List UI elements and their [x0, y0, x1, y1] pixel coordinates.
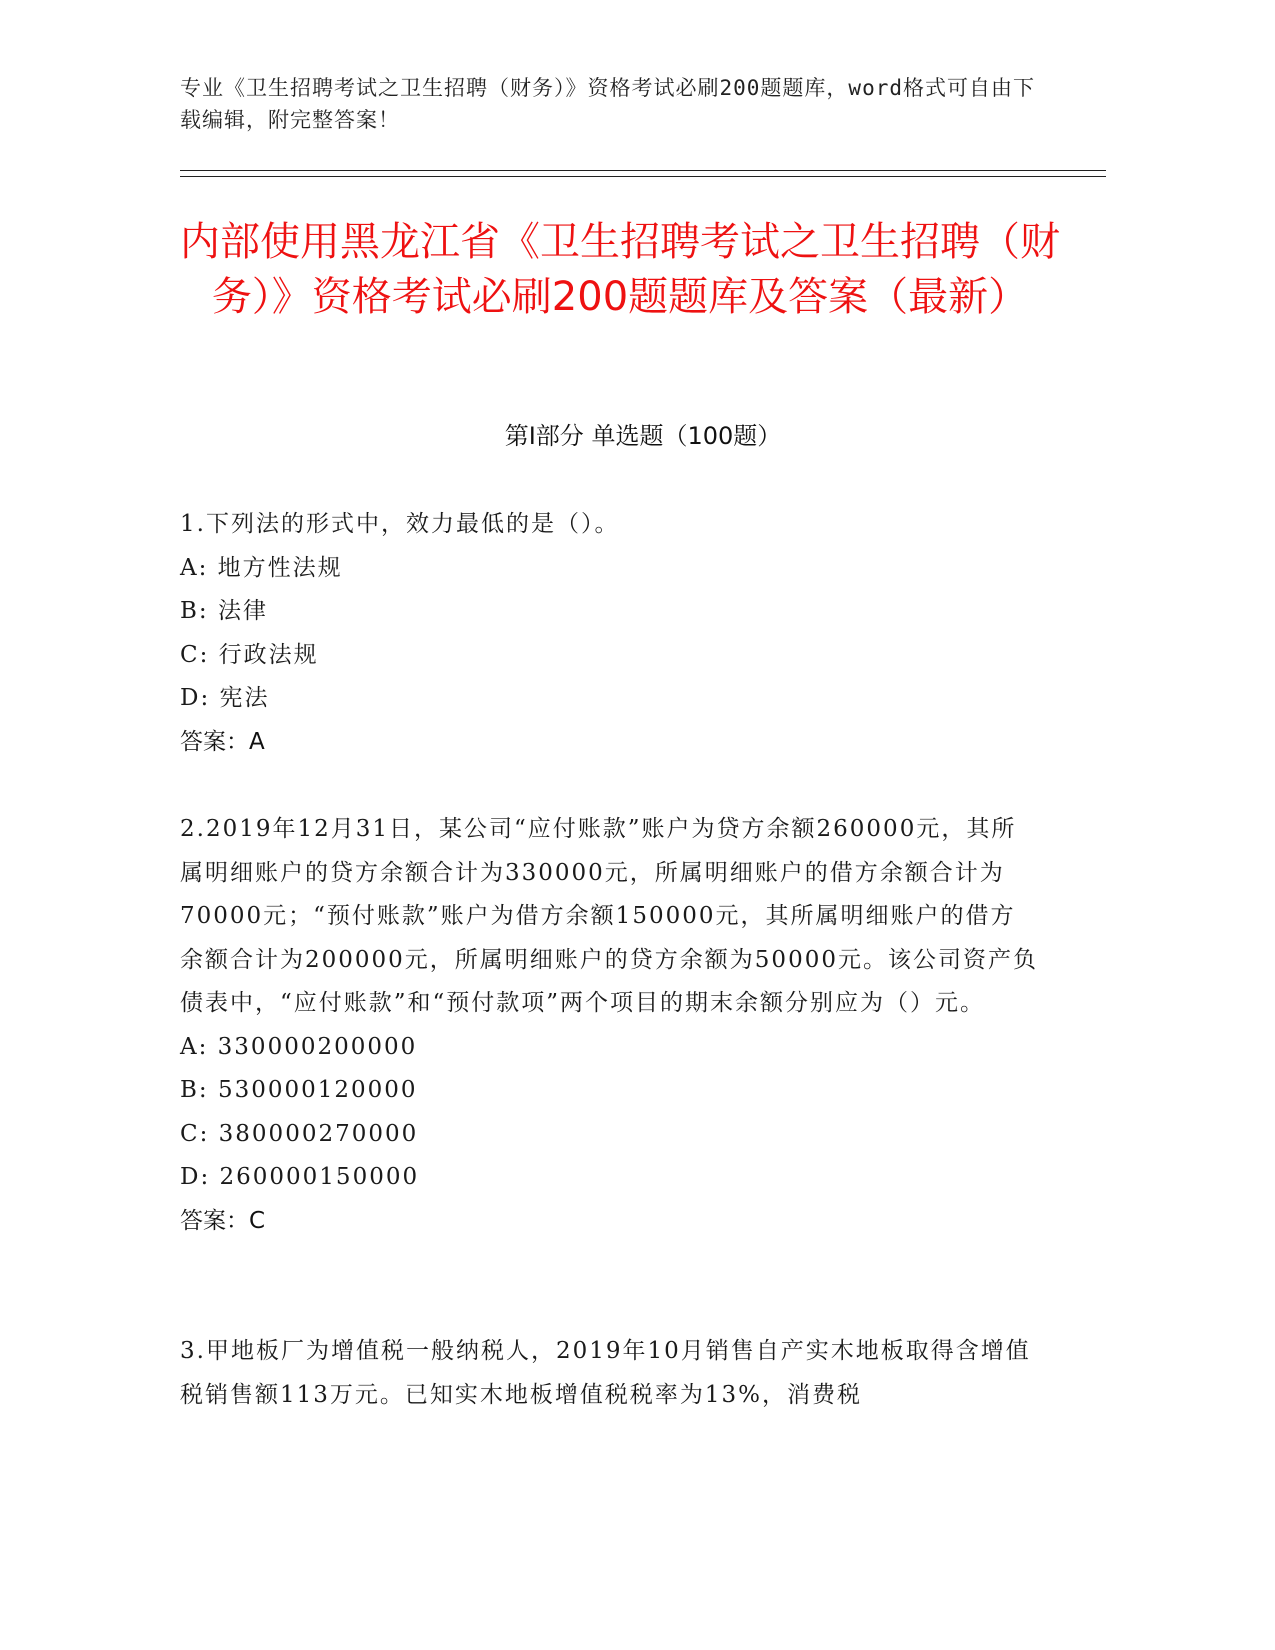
option-c: C: 380000270000 [180, 1120, 419, 1147]
header-divider-top [180, 170, 1106, 171]
question-stem: 3.甲地板厂为增值税一般纳税人，2019年10月销售自产实木地板取得含增值税销售额113万元。已知实木地板增值税税率为13%，消费税 [180, 1338, 1031, 1408]
option-b: B: 法律 [180, 598, 268, 624]
section-heading: 第I部分 单选题（100题） [504, 422, 782, 450]
header-note: 专业《卫生招聘考试之卫生招聘（财务）》资格考试必刷200题题库，word格式可自由下载编辑，附完整答案！ [180, 76, 1035, 132]
option-d: D: 宪法 [180, 685, 270, 711]
question-3 [180, 1330, 1040, 1417]
document-title: 内部使用黑龙江省《卫生招聘考试之卫生招聘（财务）》资格考试必刷200题题库及答案（最新） [180, 219, 1060, 320]
question-stem: 1.下列法的形式中，效力最低的是（）。 [180, 511, 620, 537]
option-a: A: 330000200000 [180, 1033, 418, 1060]
option-d: D: 260000150000 [180, 1164, 420, 1190]
option-a: A: 地方性法规 [180, 554, 343, 581]
answer: 答案：C [180, 1207, 266, 1234]
question-2 [180, 808, 1040, 1243]
question-stem: 2.2019年12月31日，某公司“应付账款”账户为贷方余额260000元，其所属明细账户的贷方余额合计为330000元，所属明细账户的借方余额合计为70000元；“预付账款”账户为借方余额150000元，其所属明细账户的借方余额合计为200000元，所属明细账户的贷方余额为50000元。该公司资产负债表中，“应付账款”和“预付款项”两个项目的期末余额分别应为（）元。 [180, 816, 1038, 1016]
header-divider-bottom [180, 176, 1106, 177]
option-c: C: 行政法规 [180, 641, 319, 668]
option-b: B: 530000120000 [180, 1077, 418, 1103]
answer: 答案：A [180, 728, 265, 755]
question-1 [180, 503, 1040, 764]
